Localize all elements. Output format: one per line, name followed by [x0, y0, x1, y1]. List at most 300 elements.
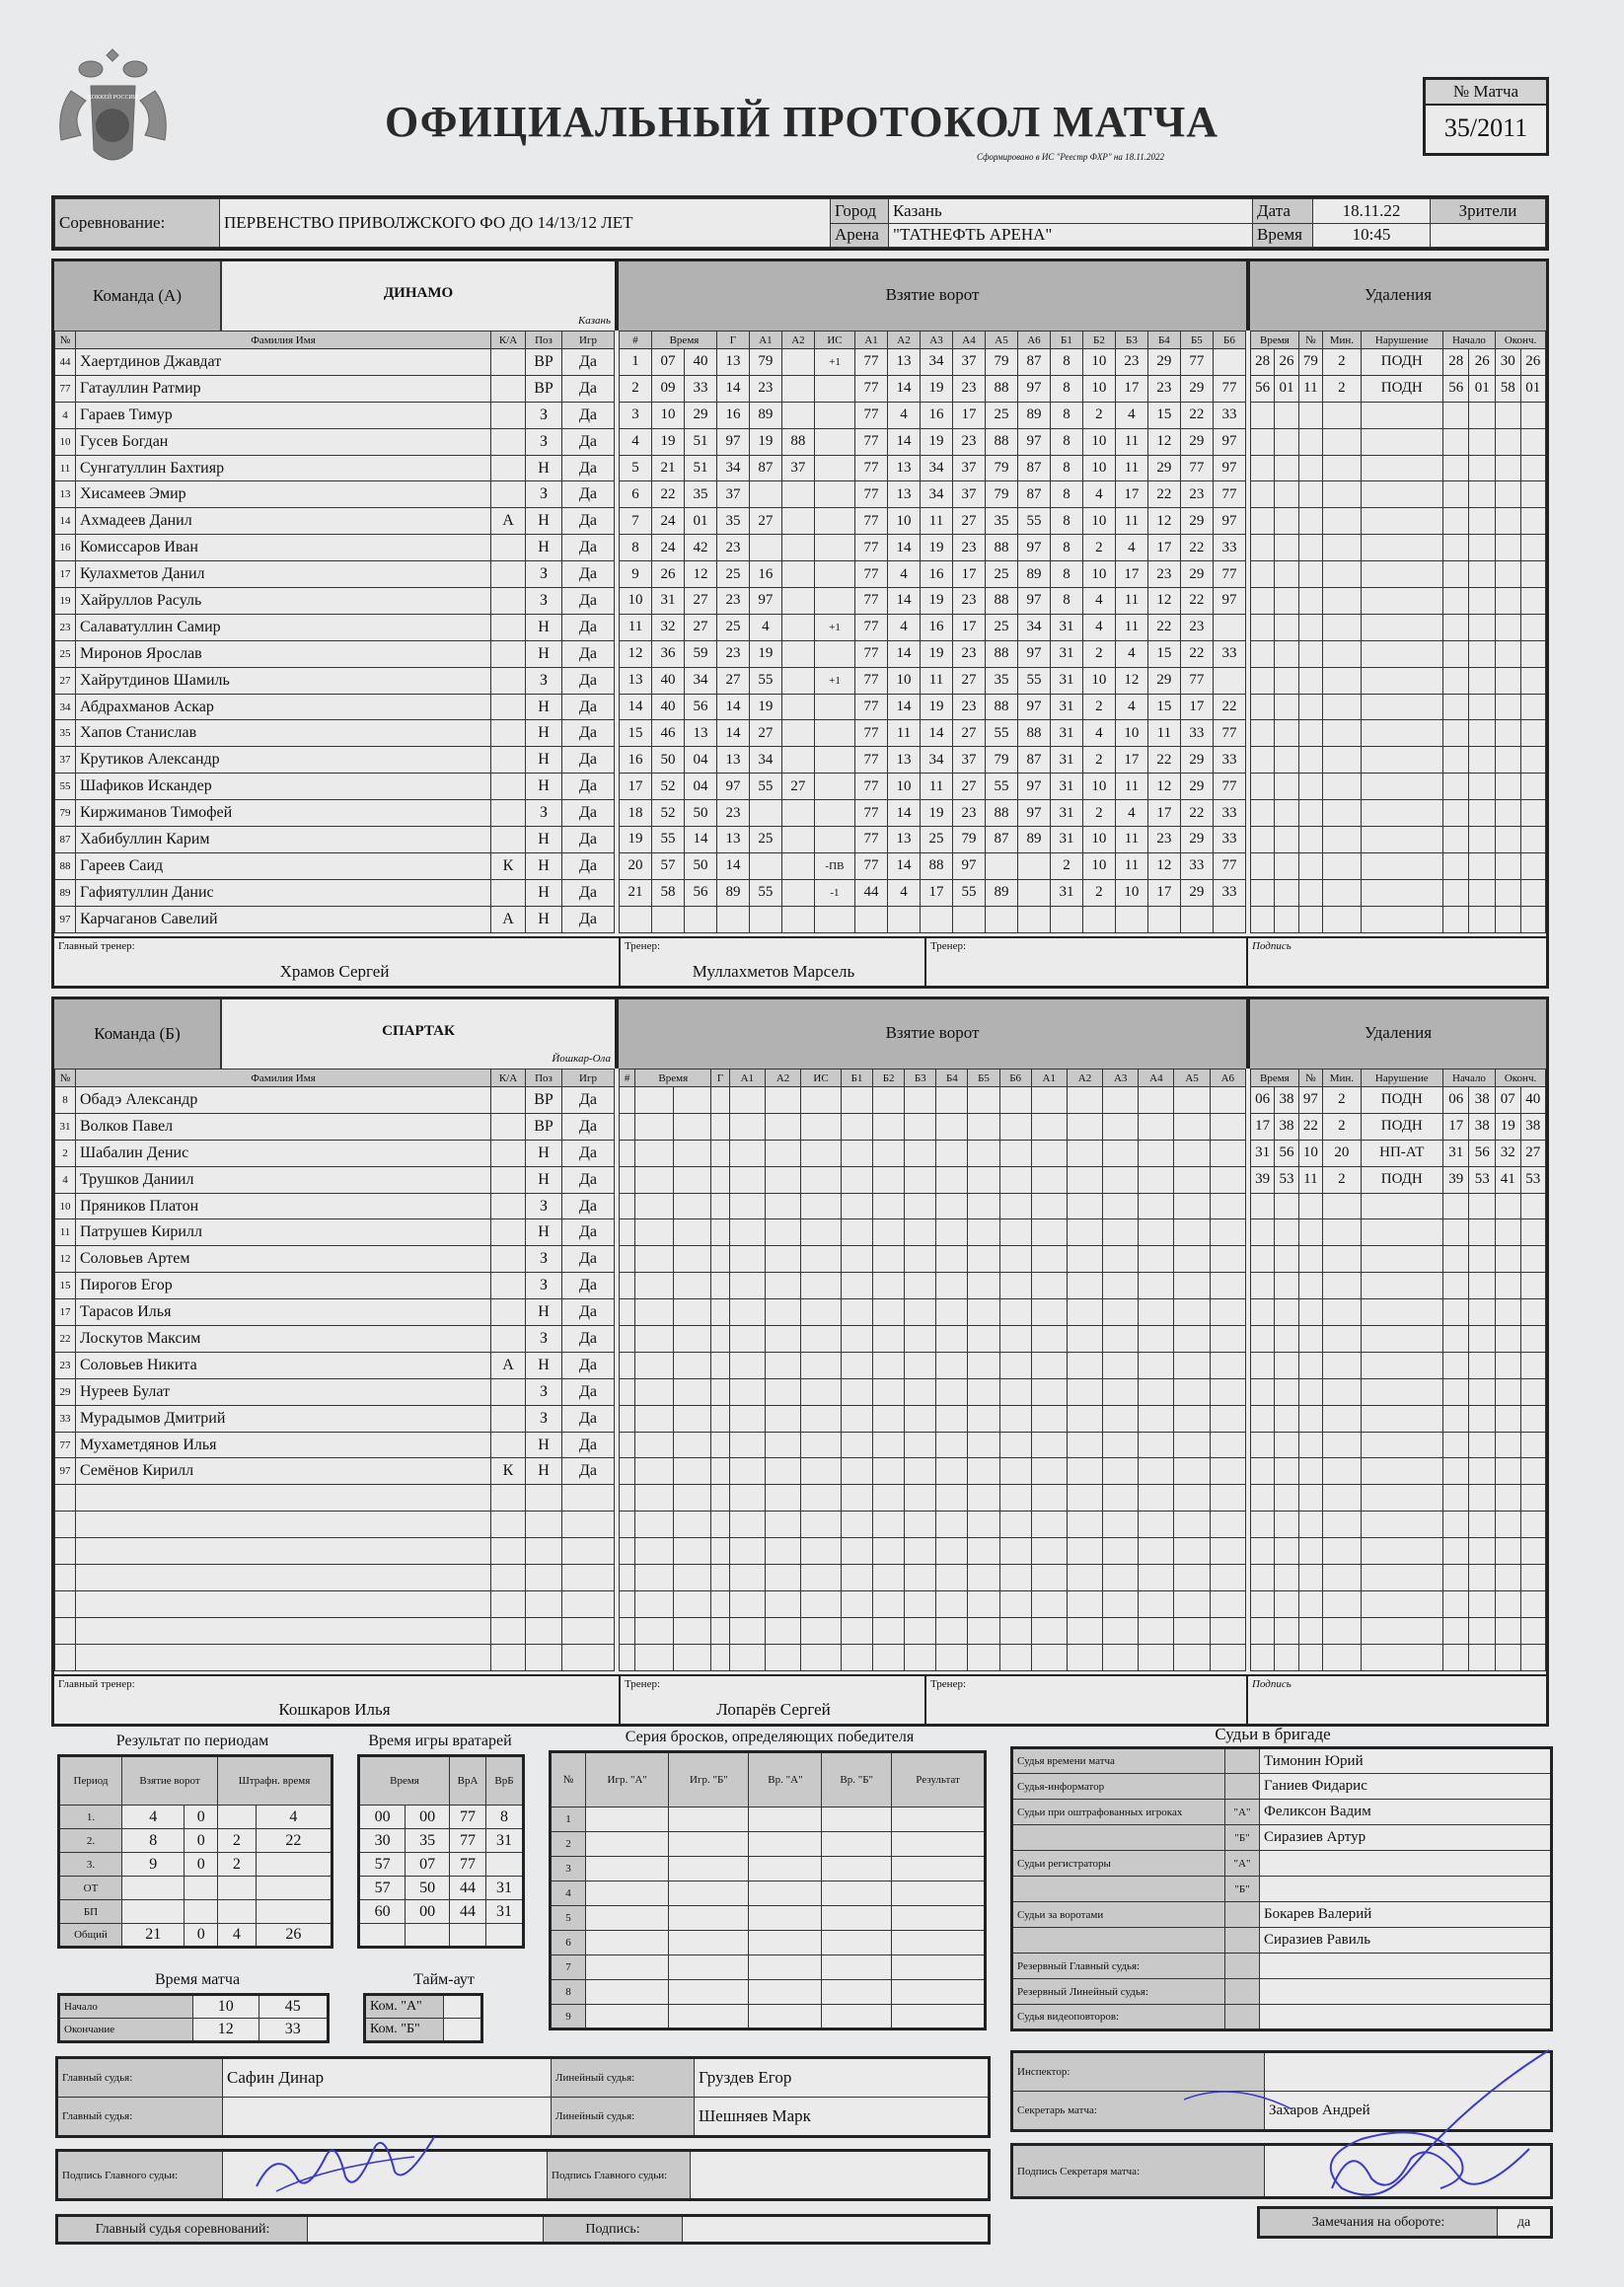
player-number: 44 [55, 349, 76, 376]
goal-cell [749, 481, 781, 508]
goal-cell: 33 [1213, 535, 1245, 561]
penalty-cell [1298, 1617, 1322, 1644]
team-a-penalty-row [1251, 747, 1546, 774]
goal-cell [814, 375, 854, 402]
goal-cell [936, 1246, 968, 1273]
player-number: 16 [55, 535, 76, 561]
penalty-cell [1520, 1405, 1546, 1432]
goal-cell: 10 [1082, 667, 1115, 694]
goal-col-header: Г [711, 1070, 729, 1087]
official-name [1260, 1877, 1552, 1902]
team-a-goal-row [620, 640, 1246, 667]
official-tag [1225, 1928, 1260, 1954]
penalty-cell [1469, 1299, 1496, 1326]
goal-cell [765, 1193, 800, 1219]
goal-cell: 26 [651, 561, 684, 588]
player-name: Сунгатуллин Бахтияр [76, 455, 491, 481]
penalty-cell [1361, 1538, 1442, 1565]
goal-cell: 79 [985, 349, 1017, 376]
goal-cell: 27 [749, 720, 781, 747]
penalty-cell [1442, 1485, 1469, 1512]
goal-cell: 87 [1017, 747, 1050, 774]
periods-table: Период Взятие ворот Штрафн. время 1. 4 0 4 2. 8 0 2 22 3. 9 0 2 ОТ БП Общий 21 0 4 26 [57, 1754, 333, 1949]
player-name: Трушков Даниил [76, 1166, 491, 1193]
goal-cell: 24 [651, 535, 684, 561]
goal-cell: 77 [855, 588, 888, 615]
goal-cell [801, 1617, 842, 1644]
penalty-cell [1520, 1538, 1546, 1565]
match-start-min: 45 [258, 1995, 328, 2019]
goal-cell: 10 [1082, 455, 1115, 481]
penalty-cell [1361, 455, 1442, 481]
team-b-goal-row [620, 1113, 1246, 1140]
penalty-cell [1496, 1299, 1520, 1326]
penalty-cell [1442, 720, 1469, 747]
goal-cell [801, 1405, 842, 1432]
goal-cell [673, 1512, 711, 1538]
goal-cell [1139, 1512, 1174, 1538]
goalie-time-row [359, 1806, 524, 1829]
goal-cell [936, 1512, 968, 1538]
goal-cell [729, 1113, 765, 1140]
goal-cell [781, 375, 814, 402]
goal-cell: 34 [1017, 614, 1050, 640]
team-a-goals [619, 331, 1246, 933]
penalty-cell [1275, 1432, 1298, 1458]
goal-cell [1031, 1432, 1067, 1458]
player-played: Да [562, 1326, 615, 1353]
player-played: Да [562, 1405, 615, 1432]
penalty-cell [1496, 508, 1520, 535]
penalty-cell [1298, 852, 1322, 879]
goal-cell: 18 [620, 800, 652, 827]
goal-cell: 23 [953, 640, 986, 667]
penalty-cell [1275, 1458, 1298, 1485]
goal-cell [936, 1326, 968, 1353]
penalty-cell [1323, 402, 1362, 428]
goal-cell [936, 1087, 968, 1114]
goal-col-header: А4 [953, 332, 986, 349]
goal-cell [985, 906, 1017, 932]
penalty-cell [1469, 561, 1496, 588]
player-position: ВР [526, 375, 562, 402]
goal-cell: 88 [781, 428, 814, 455]
penalty-cell [1469, 1538, 1496, 1565]
shootout-cell [669, 2005, 749, 2029]
penalty-cell [1251, 1538, 1275, 1565]
goal-cell [1174, 1246, 1210, 1273]
penalty-cell [1275, 906, 1298, 932]
goal-cell [814, 774, 854, 800]
player-position: Н [526, 508, 562, 535]
penalty-cell: 28 [1442, 349, 1469, 376]
player-number: 11 [55, 455, 76, 481]
team-b-goal-row [620, 1352, 1246, 1378]
goal-cell: 33 [1213, 800, 1245, 827]
goal-cell [711, 1087, 729, 1114]
goal-cell [765, 1299, 800, 1326]
secretary-signature-icon [1174, 2040, 1569, 2218]
period-value: 0 [185, 1806, 218, 1829]
goal-cell [1139, 1538, 1174, 1565]
goal-cell [936, 1405, 968, 1432]
main-referee-signature-icon [247, 2127, 444, 2206]
penalty-cell [1520, 747, 1546, 774]
goal-cell [765, 1087, 800, 1114]
period-value [256, 1853, 332, 1877]
goal-cell [1067, 1273, 1102, 1299]
goal-cell: 11 [620, 614, 652, 640]
team-b-player-row [55, 1458, 615, 1485]
goal-cell [781, 614, 814, 640]
player-role [491, 1273, 526, 1299]
goal-cell: 8 [1050, 561, 1082, 588]
penalty-cell [1251, 827, 1275, 853]
goal-cell: 2 [1082, 402, 1115, 428]
goal-cell: 10 [1115, 879, 1147, 906]
penalty-cell [1323, 561, 1362, 588]
goal-cell: 01 [684, 508, 716, 535]
goal-cell: 97 [1017, 800, 1050, 827]
team-b-goal-row [620, 1326, 1246, 1353]
goal-cell [873, 1113, 905, 1140]
penalty-cell [1298, 508, 1322, 535]
goal-cell [1031, 1140, 1067, 1166]
player-played: Да [562, 402, 615, 428]
goal-cell [1103, 1538, 1139, 1565]
official-tag [1225, 2005, 1260, 2030]
goal-cell [1210, 1378, 1245, 1405]
period-name: 1. [59, 1806, 122, 1829]
player-role [491, 694, 526, 720]
goal-cell [1139, 1166, 1174, 1193]
goal-cell: 17 [620, 774, 652, 800]
penalty-cell [1442, 1512, 1469, 1538]
match-start-label: Начало [59, 1995, 193, 2019]
penalty-cell [1520, 508, 1546, 535]
team-a-goal-row [620, 720, 1246, 747]
goal-cell: 23 [1180, 614, 1213, 640]
player-played [562, 1590, 615, 1617]
penalty-cell [1442, 1565, 1469, 1591]
penalty-cell [1520, 1590, 1546, 1617]
team-a-goal-row [620, 800, 1246, 827]
goal-cell [905, 1166, 936, 1193]
goal-cell [620, 906, 652, 932]
player-number: 37 [55, 747, 76, 774]
player-name: Комиссаров Иван [76, 535, 491, 561]
team-a-penalties-header: Удаления [1364, 285, 1433, 304]
penalty-cell [1323, 774, 1362, 800]
penalty-cell [1275, 667, 1298, 694]
goal-cell: 22 [1180, 588, 1213, 615]
goal-cell [968, 1405, 999, 1432]
goal-cell [711, 1644, 729, 1670]
team-a-player-row [55, 774, 615, 800]
goal-cell [801, 1246, 842, 1273]
player-name: Соловьев Никита [76, 1352, 491, 1378]
goal-cell [765, 1140, 800, 1166]
goal-cell [729, 1352, 765, 1378]
team-a-penalty-row [1251, 535, 1546, 561]
penalty-cell: 79 [1298, 349, 1322, 376]
goal-cell [781, 694, 814, 720]
player-position: ВР [526, 1113, 562, 1140]
goal-cell [999, 1378, 1031, 1405]
player-position [526, 1565, 562, 1591]
shootout-number: 6 [551, 1931, 586, 1955]
penalty-cell [1496, 827, 1520, 853]
player-number: 29 [55, 1378, 76, 1405]
shootout-col-header: Игр. "Б" [669, 1752, 749, 1807]
goal-cell: 13 [888, 481, 921, 508]
goal-cell: 19 [620, 827, 652, 853]
team-a-player-row [55, 827, 615, 853]
goal-cell [1139, 1378, 1174, 1405]
goal-cell: 37 [953, 747, 986, 774]
penalty-cell: 01 [1469, 375, 1496, 402]
penalty-cell: 38 [1275, 1087, 1298, 1114]
penalty-cell [1275, 428, 1298, 455]
goal-cell: 79 [953, 827, 986, 853]
goal-cell: 12 [1147, 588, 1180, 615]
goal-cell: 19 [749, 640, 781, 667]
player-played: Да [562, 879, 615, 906]
penalty-cell [1361, 402, 1442, 428]
goal-cell [801, 1352, 842, 1378]
player-role [491, 375, 526, 402]
penalty-cell: 2 [1323, 1087, 1362, 1114]
penalty-cell: 38 [1469, 1113, 1496, 1140]
player-position: ВР [526, 349, 562, 376]
official-role: Судьи при оштрафованных игроках [1012, 1800, 1225, 1825]
goal-cell [1210, 1326, 1245, 1353]
goal-cell [781, 667, 814, 694]
goal-cell [1067, 1246, 1102, 1273]
team-a-player-row [55, 800, 615, 827]
player-name: Ахмадеев Данил [76, 508, 491, 535]
goal-cell: 77 [855, 667, 888, 694]
goal-cell [1139, 1405, 1174, 1432]
penalty-cell [1298, 1538, 1322, 1565]
goal-cell: 12 [1115, 667, 1147, 694]
goal-cell [1139, 1644, 1174, 1670]
shootout-cell [892, 1857, 986, 1881]
goal-cell [905, 1378, 936, 1405]
penalty-cell [1361, 1273, 1442, 1299]
shootout-cell [669, 1906, 749, 1931]
goal-cell [781, 879, 814, 906]
player-role [491, 1590, 526, 1617]
match-end-label: Окончание [59, 2019, 193, 2042]
goal-cell [635, 1617, 674, 1644]
goal-cell: 29 [1180, 747, 1213, 774]
team-b-penalties [1250, 1069, 1546, 1671]
goal-cell [781, 640, 814, 667]
official-role [1012, 1825, 1225, 1851]
goal-cell: 77 [1213, 852, 1245, 879]
goal-cell [953, 906, 986, 932]
penalty-cell [1361, 561, 1442, 588]
goal-cell: 55 [749, 667, 781, 694]
penalty-cell [1469, 1617, 1496, 1644]
goal-cell [635, 1352, 674, 1378]
goal-cell: 79 [749, 349, 781, 376]
goal-cell: 2 [1082, 535, 1115, 561]
goal-cell [729, 1299, 765, 1326]
goal-cell [1174, 1378, 1210, 1405]
goal-cell: 27 [749, 508, 781, 535]
goal-cell [968, 1166, 999, 1193]
penalty-cell [1361, 1405, 1442, 1432]
goal-cell [999, 1432, 1031, 1458]
goal-cell [1031, 1193, 1067, 1219]
goal-cell: 46 [651, 720, 684, 747]
goal-cell: 25 [985, 614, 1017, 640]
penalty-cell [1251, 1590, 1275, 1617]
goal-cell: 23 [953, 375, 986, 402]
official-row [1012, 1979, 1552, 2005]
player-played: Да [562, 827, 615, 853]
team-a-player-row [55, 455, 615, 481]
player-played: Да [562, 1219, 615, 1246]
penalty-cell: 17 [1442, 1113, 1469, 1140]
inspector-label: Инспектор: [1012, 2052, 1265, 2092]
team-a-penalty-row [1251, 455, 1546, 481]
team-a-section [51, 258, 1549, 989]
player-role [491, 428, 526, 455]
goal-cell [620, 1432, 635, 1458]
player-role [491, 1326, 526, 1353]
goal-cell [765, 1352, 800, 1378]
goal-cell: 23 [716, 535, 749, 561]
team-b-player-row [55, 1113, 615, 1140]
goal-cell [1210, 1087, 1245, 1114]
goal-cell: 22 [1180, 800, 1213, 827]
shootout-cell [669, 1955, 749, 1980]
player-position: З [526, 1193, 562, 1219]
goal-cell [635, 1219, 674, 1246]
goal-cell: 8 [1050, 455, 1082, 481]
penalty-col-header: № [1298, 1070, 1322, 1087]
team-b-goal-row [620, 1458, 1246, 1485]
shootout-number: 5 [551, 1906, 586, 1931]
penalty-cell [1520, 1485, 1546, 1512]
player-number [55, 1590, 76, 1617]
goalie-time-cell: 8 [486, 1806, 524, 1829]
player-played: Да [562, 1140, 615, 1166]
team-b-goal-row [620, 1405, 1246, 1432]
penalty-cell [1251, 1565, 1275, 1591]
goal-cell [1210, 1485, 1245, 1512]
shootout-cell [669, 1857, 749, 1881]
penalty-cell [1251, 1432, 1275, 1458]
player-number: 10 [55, 1193, 76, 1219]
goal-cell: 77 [855, 694, 888, 720]
notes-label: Замечания на обороте: [1259, 2208, 1498, 2238]
penalty-cell [1361, 1458, 1442, 1485]
shootout-cell [749, 1906, 822, 1931]
goal-cell: 13 [888, 827, 921, 853]
goal-cell: 22 [1147, 614, 1180, 640]
competition-label: Соревнование: [55, 199, 220, 248]
penalty-cell [1251, 1352, 1275, 1378]
player-number: 4 [55, 402, 76, 428]
goal-cell: 14 [888, 852, 921, 879]
player-position [526, 1485, 562, 1512]
team-a-goals-header: Взятие ворот [885, 285, 980, 304]
penalty-cell [1496, 402, 1520, 428]
goal-cell [620, 1166, 635, 1193]
goal-cell [1213, 349, 1245, 376]
goal-cell [968, 1352, 999, 1378]
goal-cell: 79 [985, 747, 1017, 774]
penalty-cell [1275, 481, 1298, 508]
goal-cell: 25 [985, 561, 1017, 588]
player-name: Хаертдинов Джавдат [76, 349, 491, 376]
penalty-cell [1323, 455, 1362, 481]
goal-cell [905, 1113, 936, 1140]
goal-cell [1139, 1140, 1174, 1166]
goal-cell: 87 [985, 827, 1017, 853]
goal-cell [1210, 1299, 1245, 1326]
official-row [1012, 1877, 1552, 1902]
goal-cell [999, 1617, 1031, 1644]
player-role: А [491, 1352, 526, 1378]
official-row [1012, 1774, 1552, 1800]
goal-cell [673, 1644, 711, 1670]
shootout-cell [586, 1980, 669, 2005]
goal-cell: 19 [921, 800, 953, 827]
player-role [491, 1166, 526, 1193]
goal-cell: 07 [651, 349, 684, 376]
goal-cell [781, 508, 814, 535]
goal-cell: 35 [985, 667, 1017, 694]
official-name: Ганиев Фидарис [1260, 1774, 1552, 1800]
main-referee-label-1: Главный судья: [57, 2058, 223, 2098]
team-b-player-row [55, 1166, 615, 1193]
goal-cell [1067, 1617, 1102, 1644]
penalty-cell [1442, 1378, 1469, 1405]
goal-cell [814, 588, 854, 615]
player-name: Мурадымов Дмитрий [76, 1405, 491, 1432]
goal-cell: 16 [921, 561, 953, 588]
goal-cell: 97 [1017, 588, 1050, 615]
goal-cell [905, 1352, 936, 1378]
goal-cell [781, 481, 814, 508]
goalie-time-cell: 00 [359, 1806, 406, 1829]
player-position: З [526, 588, 562, 615]
goal-cell [711, 1193, 729, 1219]
goal-cell [1174, 1299, 1210, 1326]
goal-cell: 6 [620, 481, 652, 508]
line-referee-label-1: Линейный судья: [552, 2058, 695, 2098]
penalty-cell: ПОДН [1361, 349, 1442, 376]
goal-cell [1174, 1352, 1210, 1378]
penalty-cell [1361, 852, 1442, 879]
goal-cell: 16 [921, 402, 953, 428]
penalty-cell [1251, 800, 1275, 827]
goal-cell [905, 1590, 936, 1617]
goal-col-header: Б2 [873, 1070, 905, 1087]
team-b-goal-row [620, 1432, 1246, 1458]
penalty-cell [1442, 1299, 1469, 1326]
player-name [76, 1485, 491, 1512]
penalty-cell [1442, 906, 1469, 932]
shootout-cell [749, 1931, 822, 1955]
penalty-cell [1520, 1219, 1546, 1246]
match-time-table [57, 1993, 330, 2043]
